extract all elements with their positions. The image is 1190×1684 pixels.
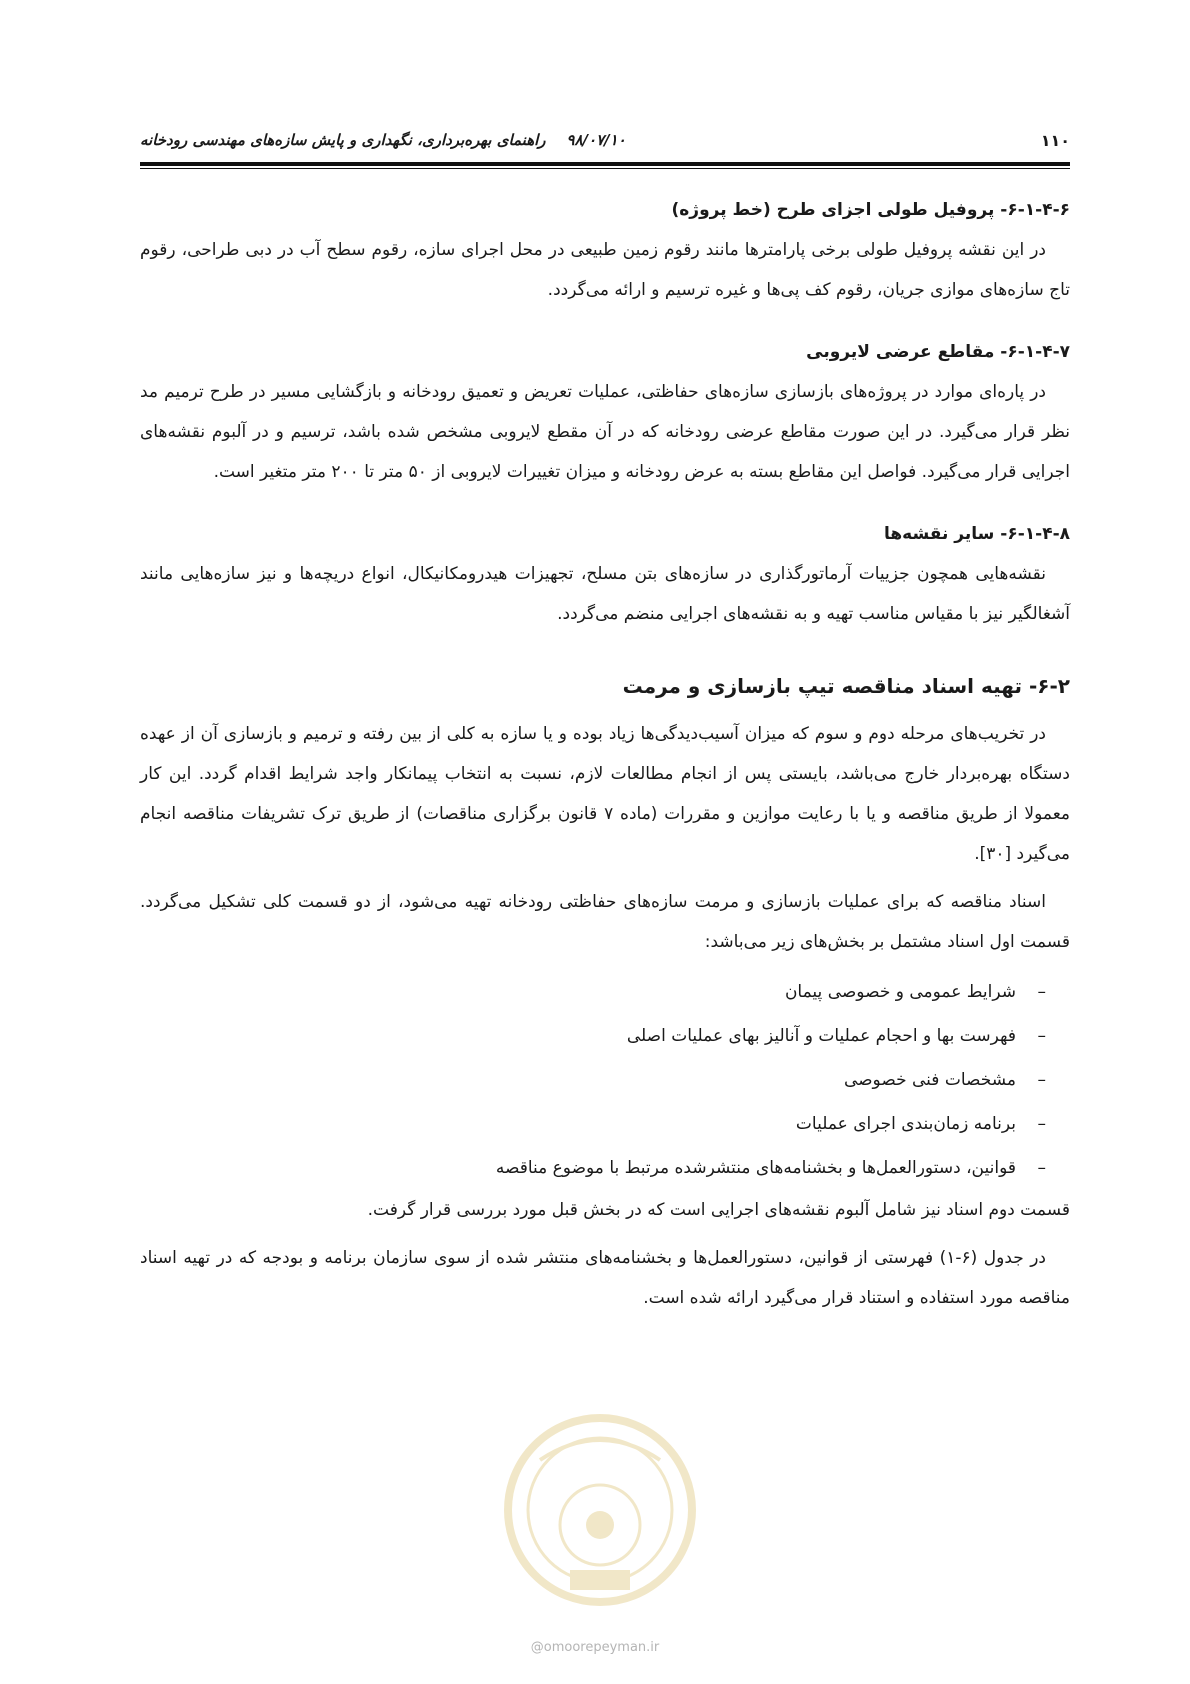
section-body-6-1-4-6: در این نقشه پروفیل طولی برخی پارامترها مانند رقوم زمین طبیعی در محل اجرای سازه، رقوم سطح آب در دبی طراحی، رقوم تاج سازه‌های موازی جریان، رقوم کف پی‌ها و غیره ترسیم و ارائه می‌گردد. (140, 240, 1070, 300)
list-bullet: – (1037, 1026, 1046, 1046)
section-6-2-paragraph-1: در تخریب‌های مرحله دوم و سوم که میزان آسیب‌دیدگی‌ها زیاد بوده و یا سازه به کلی از بین رفته و ترمیم و بازسازی آن از عهده دستگاه بهره‌بردار خارج می‌باشد، بایستی پس از انجام مطالعات لازم، نسبت به انتخاب پیمانکار واجد شرایط اقدام گردد. این کار معمولا از طریق مناقصه و یا با رعایت موازین و مقررات (ماده ۷ قانون برگزاری مناقصات) از طریق ترک تشریفات مناقصه انجام می‌گیرد [۳۰]. (140, 724, 1071, 864)
list-bullet: – (1037, 1070, 1046, 1090)
section-heading-6-1-4-8: ۶-۱-۴-۸- سایر نقشه‌ها (883, 524, 1070, 544)
section-heading-6-2: ۶-۲- تهیه اسناد مناقصه تیپ بازسازی و مرمت (622, 674, 1070, 698)
header-date: ۹۸/۰۷/۱۰ (566, 131, 626, 149)
watermark-logo-icon (500, 1400, 700, 1620)
list-item: –مشخصات فنی خصوصی (140, 1058, 1046, 1102)
list-bullet: – (1037, 982, 1046, 1002)
list-bullet: – (1037, 1158, 1046, 1178)
section-heading-6-1-4-6: ۶-۱-۴-۶- پروفیل طولی اجزای طرح (خط پروژه) (671, 200, 1070, 220)
header-rule-thick (140, 162, 1070, 166)
page-header (140, 125, 1070, 155)
watermark-url: @omoorepeyman.ir (530, 1640, 660, 1655)
page-number: ۱۱۰ (1040, 130, 1070, 150)
section-body-6-1-4-8: نقشه‌هایی همچون جزییات آرماتورگذاری در سازه‌های بتن مسلح، تجهیزات هیدرومکانیکال، انواع دریچه‌ها و نیز سازه‌هایی مانند آشغالگیر نیز با مقیاس مناسب تهیه و به نقشه‌های اجرایی منضم می‌گردد. (140, 564, 1070, 624)
page-content (140, 190, 1070, 1326)
section-6-2-paragraph-3: قسمت دوم اسناد نیز شامل آلبوم نقشه‌های اجرایی است که در بخش قبل مورد بررسی قرار گرفت. (367, 1200, 1070, 1220)
list-item: –برنامه زمان‌بندی اجرای عملیات (140, 1102, 1046, 1146)
list-bullet: – (1037, 1114, 1046, 1134)
header-title (140, 131, 626, 149)
list-item: –قوانین، دستورالعمل‌ها و بخشنامه‌های منتشرشده مرتبط با موضوع مناقصه (140, 1146, 1046, 1190)
section-6-2-paragraph-2: اسناد مناقصه که برای عملیات بازسازی و مرمت سازه‌های حفاظتی رودخانه تهیه می‌شود، از دو قسمت کلی تشکیل می‌گردد. قسمت اول اسناد مشتمل بر بخش‌های زیر می‌باشد: (140, 892, 1070, 952)
section-6-2-paragraph-4: در جدول (۶-۱) فهرستی از قوانین، دستورالعمل‌ها و بخشنامه‌های منتشر شده از سوی سازمان برنامه و بودجه که در تهیه اسناد مناقصه مورد استفاده و استناد قرار می‌گیرد ارائه شده است. (140, 1248, 1070, 1308)
list-item: –فهرست بها و احجام عملیات و آنالیز بهای عملیات اصلی (140, 1014, 1046, 1058)
tender-documents-list (140, 970, 1070, 1190)
section-heading-6-1-4-7: ۶-۱-۴-۷- مقاطع عرضی لایروبی (806, 342, 1070, 362)
header-title-text: راهنمای بهره‌برداری، نگهداری و پایش سازه‌های مهندسی رودخانه (140, 131, 546, 149)
header-rule-thin (140, 168, 1070, 169)
section-body-6-1-4-7: در پاره‌ای موارد در پروژه‌های بازسازی سازه‌های حفاظتی، عملیات تعریض و تعمیق رودخانه و بازگشایی مسیر در طرح ترمیم مد نظر قرار می‌گیرد. در این صورت مقاطع عرضی رودخانه که در آن مقطع لایروبی مشخص شده باشد، ترسیم و در آلبوم نقشه‌های اجرایی قرار می‌گیرد. فواصل این مقاطع بسته به عرض رودخانه و میزان تغییرات لایروبی از ۵۰ متر تا ۲۰۰ متر متغیر است. (140, 382, 1070, 482)
list-item: –شرایط عمومی و خصوصی پیمان (140, 970, 1046, 1014)
